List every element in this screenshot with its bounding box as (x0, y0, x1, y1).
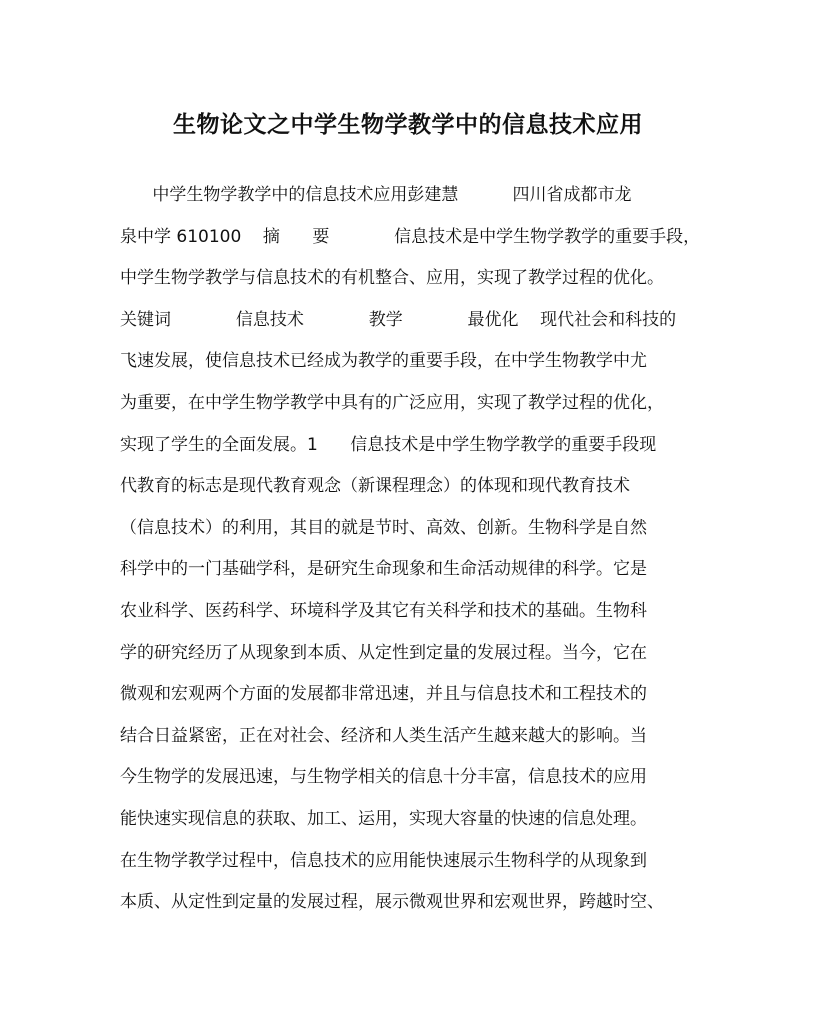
body-line: 中学生物学教学与信息技术的有机整合、应用，实现了教学过程的优化。 (120, 268, 664, 289)
body-line: 结合日益紧密，正在对社会、经济和人类生活产生越来越大的影响。当 (120, 725, 647, 746)
body-line: 实现了学生的全面发展。1 信息技术是中学生物学教学的重要手段现 (120, 434, 657, 455)
body-line: 今生物学的发展迅速，与生物学相关的信息十分丰富，信息技术的应用 (120, 767, 647, 788)
body-line: 中学生物学教学中的信息技术应用彭建慧 四川省成都市龙 (120, 185, 632, 205)
body-line: 科学中的一门基础学科，是研究生命现象和生命活动规律的科学。它是 (120, 559, 647, 580)
body-line: （信息技术）的利用，其目的就是节时、高效、创新。生物科学是自然 (120, 517, 647, 538)
body-line: 微观和宏观两个方面的发展都非常迅速，并且与信息技术和工程技术的 (120, 684, 647, 705)
document-body (120, 180, 700, 929)
body-line: 在生物学教学过程中，信息技术的应用能快速展示生物科学的从现象到 (120, 850, 647, 871)
document-title: 生物论文之中学生物学教学中的信息技术应用 (173, 112, 643, 138)
body-line: 泉中学 610100 摘 要 信息技术是中学生物学教学的重要手段， (120, 226, 701, 247)
body-line: 学的研究经历了从现象到本质、从定性到定量的发展过程。当今，它在 (120, 642, 647, 663)
body-line: 飞速发展，使信息技术已经成为教学的重要手段，在中学生物教学中尤 (120, 351, 647, 372)
body-line: 农业科学、医药科学、环境科学及其它有关科学和技术的基础。生物科 (120, 600, 647, 621)
body-line: 代教育的标志是现代教育观念（新课程理念）的体现和现代教育技术 (120, 476, 630, 497)
body-line: 为重要，在中学生物学教学中具有的广泛应用，实现了教学过程的优化， (120, 392, 664, 413)
body-line: 本质、从定性到定量的发展过程，展示微观世界和宏观世界，跨越时空、 (120, 892, 664, 913)
body-line: 能快速实现信息的获取、加工、运用，实现大容量的快速的信息处理。 (120, 808, 647, 829)
body-line: 关键词 信息技术 教学 最优化 现代社会和科技的 (120, 309, 677, 330)
